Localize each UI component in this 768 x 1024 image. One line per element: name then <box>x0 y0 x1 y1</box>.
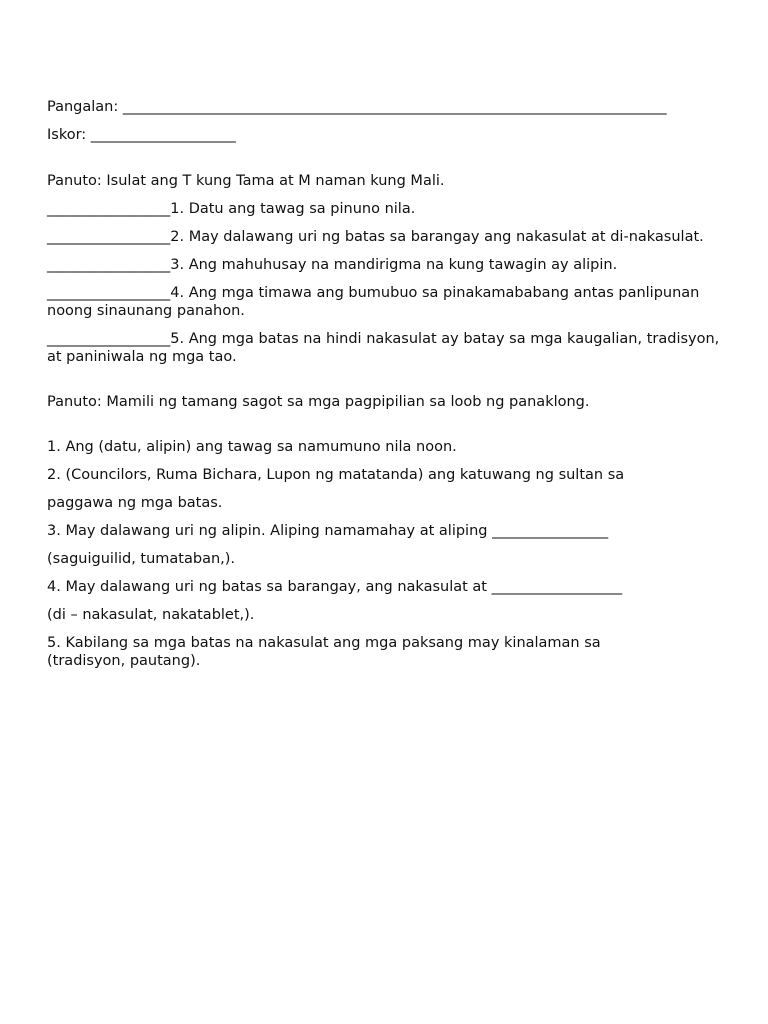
tf-item-3 <box>47 256 727 274</box>
mc-item-3[interactable]: 3. May dalawang uri ng alipin. Aliping namamahay at aliping ________________ <box>47 523 609 539</box>
answer-blank[interactable]: _________________ <box>47 331 171 347</box>
answer-blank[interactable]: _________________ <box>47 257 171 273</box>
mc-item-1: 1. Ang (datu, alipin) ang tawag sa namumuno nila noon. <box>47 439 457 455</box>
name-field-line[interactable]: Pangalan: ___________________________________________________________________________ <box>47 99 667 115</box>
mc-item-2-continued: paggawa ng mga batas. <box>47 495 223 511</box>
mc-item-4[interactable]: 4. May dalawang uri ng batas sa barangay, ang nakasulat at __________________ <box>47 579 623 595</box>
item-statement: 5. Ang mga batas na hindi nakasulat ay batay sa mga kaugalian, tradisyon, at paniniwala ng mga tao. <box>47 331 724 365</box>
tf-item-5 <box>47 330 727 366</box>
mc-item-3-choices: (saguiguilid, tumataban,). <box>47 551 236 567</box>
item-statement: 4. Ang mga timawa ang bumubuo sa pinakamababang antas panlipunan noong sinaunang panahon. <box>47 285 704 319</box>
mc-item-2: 2. (Councilors, Ruma Bichara, Lupon ng matatanda) ang katuwang ng sultan sa <box>47 467 625 483</box>
item-statement: 3. Ang mahuhusay na mandirigma na kung tawagin ay alipin. <box>170 257 618 273</box>
mc-item-4-choices: (di – nakasulat, nakatablet,). <box>47 607 255 623</box>
answer-blank[interactable]: _________________ <box>47 285 171 301</box>
section1-instruction: Panuto: Isulat ang T kung Tama at M naman kung Mali. <box>47 173 445 189</box>
tf-item-2 <box>47 228 727 246</box>
tf-item-4 <box>47 284 727 320</box>
tf-item-1 <box>47 200 727 218</box>
item-statement: 2. May dalawang uri ng batas sa barangay ang nakasulat at di-nakasulat. <box>170 229 704 245</box>
worksheet-page <box>47 98 727 670</box>
answer-blank[interactable]: _________________ <box>47 201 171 217</box>
mc-item-5: 5. Kabilang sa mga batas na nakasulat ang mga paksang may kinalaman sa <box>47 635 601 651</box>
mc-item-5-choices: (tradisyon, pautang). <box>47 653 201 669</box>
section2-instruction: Panuto: Mamili ng tamang sagot sa mga pagpipilian sa loob ng panaklong. <box>47 394 590 410</box>
score-field-line[interactable]: Iskor: ____________________ <box>47 127 236 143</box>
item-statement: 1. Datu ang tawag sa pinuno nila. <box>170 201 416 217</box>
answer-blank[interactable]: _________________ <box>47 229 171 245</box>
